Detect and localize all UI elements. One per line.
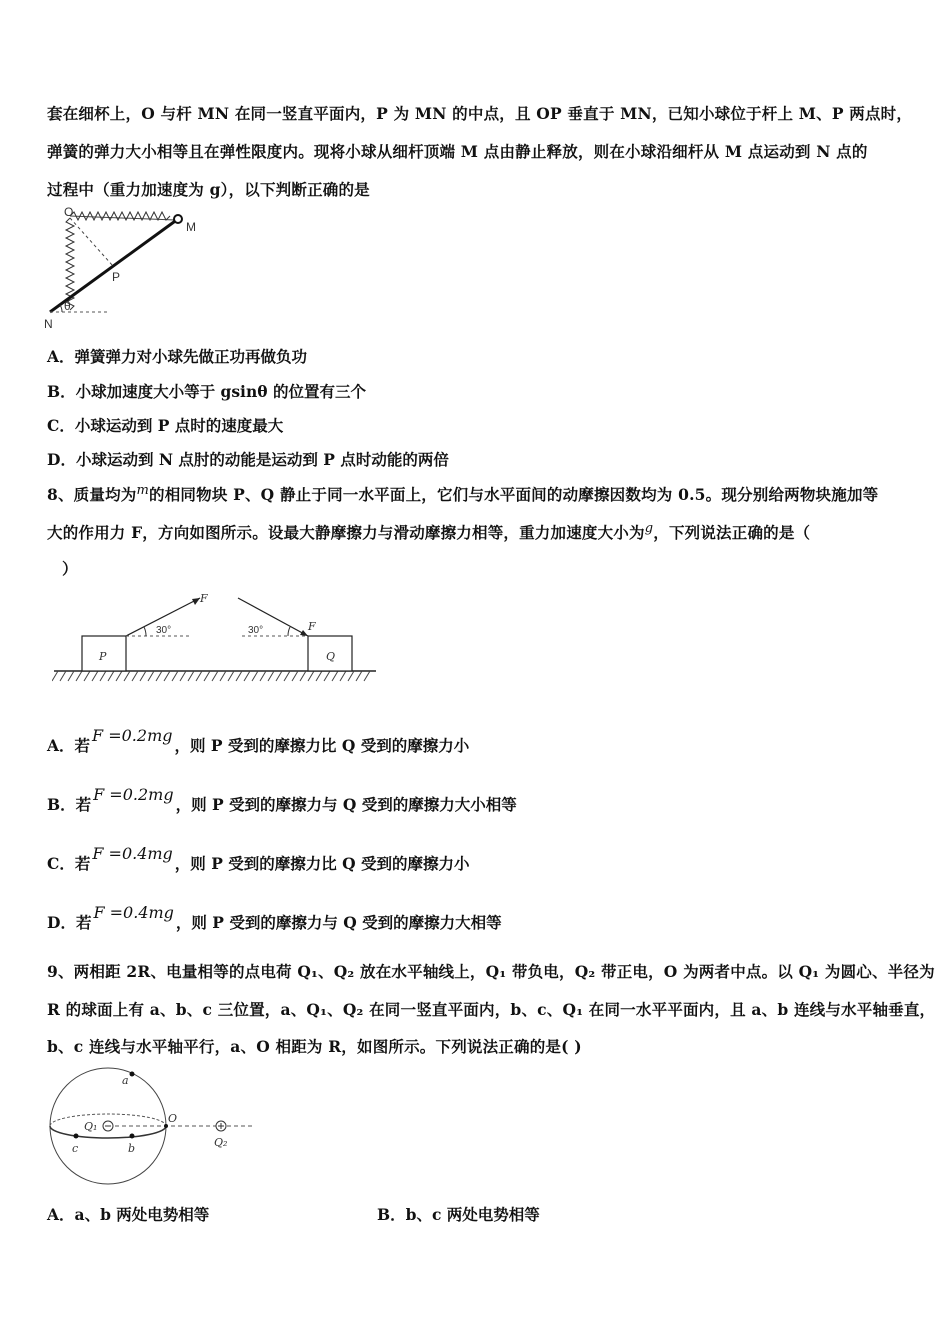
label-p: P — [112, 270, 121, 284]
q8-option-d — [47, 903, 502, 933]
q8-line-3: ） — [62, 559, 78, 578]
q7-option-a: A．弹簧弹力对小球先做正功再做负功 — [47, 347, 308, 366]
q9-line-3: b、c 连线与水平轴平行，a、O 相距为 R，如图所示。下列说法正确的是( ) — [47, 1037, 582, 1056]
label-f-left: F — [200, 592, 208, 605]
q8-line-2 — [47, 521, 810, 543]
q8-line-1a: 8、质量均为 — [47, 485, 137, 504]
q7-figure-spring-rod — [40, 204, 220, 334]
label-q1: Q₁ — [84, 1120, 98, 1133]
point-b — [130, 1134, 135, 1139]
q8-figure-blocks — [52, 588, 382, 688]
q8-option-c — [47, 844, 470, 874]
label-angle-right: 30° — [248, 625, 264, 636]
q9-figure-sphere — [44, 1064, 264, 1189]
point-c — [74, 1134, 79, 1139]
q7-line-3: 过程中（重力加速度为 g），以下判断正确的是 — [47, 180, 370, 199]
q8-option-b-formula: F =0.2mg — [93, 785, 174, 804]
q8-line-1 — [47, 483, 878, 505]
q8-m-symbol: m — [136, 483, 150, 498]
q7-line-1: 套在细杯上，O 与杆 MN 在同一竖直平面内，P 为 MN 的中点，且 OP 垂直于 MN，已知小球位于杆上 M、P 两点时， — [47, 104, 913, 123]
theta-arc — [60, 305, 62, 312]
ball-m — [174, 215, 182, 223]
label-theta: θ — [64, 299, 71, 313]
q7-option-d: D．小球运动到 N 点肘的动能是运动到 P 点时动能的两倍 — [47, 450, 449, 469]
q8-option-c-prefix: C．若 — [47, 854, 91, 873]
q9-option-a: A．a、b 两处电势相等 — [47, 1205, 210, 1224]
label-angle-left: 30° — [156, 625, 172, 636]
point-a — [130, 1072, 135, 1077]
label-o: O — [64, 205, 74, 219]
label-b: b — [128, 1142, 136, 1155]
label-q2: Q₂ — [214, 1136, 228, 1149]
q8-option-b-suffix: ，则 P 受到的摩擦力与 Q 受到的摩擦力大小相等 — [175, 795, 517, 814]
q8-option-a-suffix: ，则 P 受到的摩擦力比 Q 受到的摩擦力小 — [174, 736, 470, 755]
label-m: M — [186, 220, 196, 234]
label-n: N — [44, 317, 53, 331]
q8-line-2a: 大的作用力 F，方向如图所示。设最大静摩擦力与滑动摩擦力相等，重力加速度大小为 — [47, 523, 645, 542]
q8-option-b-prefix: B．若 — [47, 795, 92, 814]
q9-line-2: R 的球面上有 a、b、c 三位置，a、Q₁、Q₂ 在同一竖直平面内，b、c、Q₁ 在同一水平平面内，且 a、b 连线与水平轴垂直， — [47, 1000, 936, 1019]
q8-option-d-formula: F =0.4mg — [93, 903, 174, 922]
line-op — [70, 218, 113, 266]
q8-option-b — [47, 785, 517, 815]
arrowhead-q — [300, 630, 308, 636]
label-o: O — [168, 1112, 178, 1125]
label-q: Q — [326, 650, 336, 663]
q8-line-1b: 的相同物块 P、Q 静止于同一水平面上，它们与水平面间的动摩擦因数均为 0.5。现分别给两物块施加等 — [149, 485, 879, 504]
q8-option-c-formula: F =0.4mg — [92, 844, 173, 863]
q8-option-a — [47, 726, 470, 756]
q9-line-1: 9、两相距 2R、电量相等的点电荷 Q₁、Q₂ 放在水平轴线上，Q₁ 带负电，Q₂ 带正电，O 为两者中点。以 Q₁ 为圆心、半径为 — [47, 962, 935, 981]
label-a: a — [122, 1074, 129, 1087]
q8-option-d-suffix: ，则 P 受到的摩擦力与 Q 受到的摩擦力大相等 — [175, 913, 502, 932]
q8-line-2b: ，下列说法正确的是（ — [653, 523, 811, 542]
label-f-right: F — [308, 620, 316, 633]
q8-option-a-prefix: A．若 — [47, 736, 91, 755]
label-c: c — [72, 1142, 79, 1155]
label-p: P — [99, 650, 107, 663]
ground-hatching — [52, 671, 370, 681]
q7-line-2: 弹簧的弹力大小相等且在弹性限度内。现将小球从细杆顶端 M 点由静止释放，则在小球沿细杆从 M 点运动到 N 点的 — [47, 142, 868, 161]
q8-g-symbol: g — [644, 521, 654, 536]
q8-option-d-prefix: D．若 — [47, 913, 92, 932]
q8-option-a-formula: F =0.2mg — [92, 726, 173, 745]
q8-option-c-suffix: ，则 P 受到的摩擦力比 Q 受到的摩擦力小 — [174, 854, 470, 873]
q7-option-c: C．小球运动到 P 点时的速度最大 — [47, 416, 284, 435]
q9-option-b: B．b、c 两处电势相等 — [377, 1205, 540, 1224]
q7-option-b: B．小球加速度大小等于 gsinθ 的位置有三个 — [47, 382, 366, 401]
